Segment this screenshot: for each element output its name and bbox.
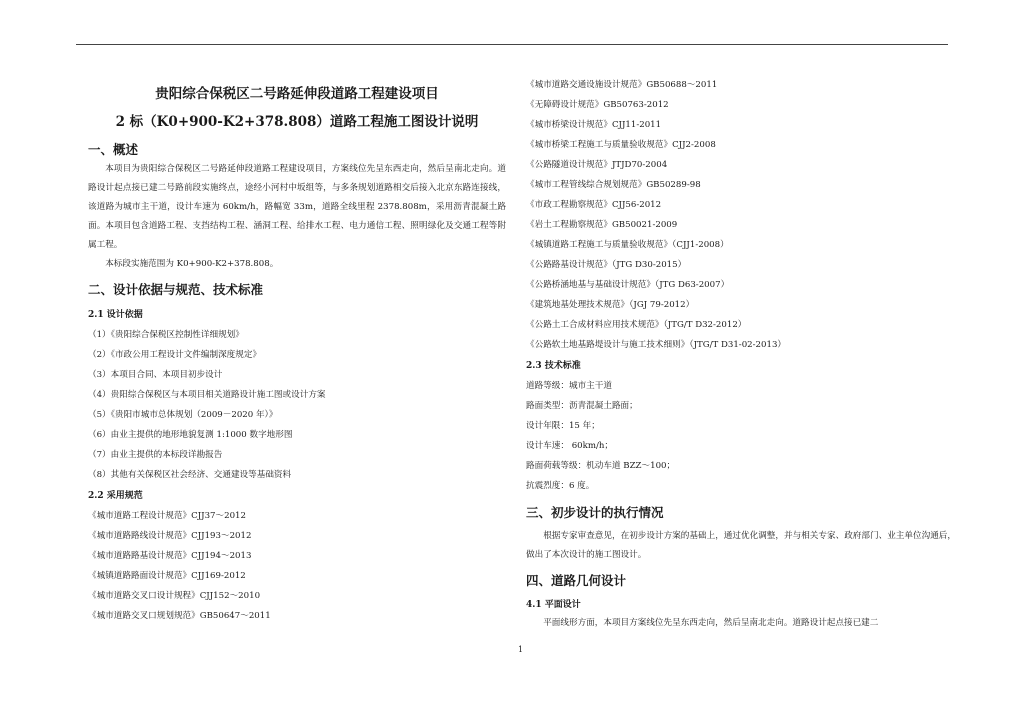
section1-heading: 一、概述 [88, 142, 139, 157]
basis-item: （7）由业主提供的本标段详勘报告 [88, 450, 223, 460]
norm-item: 《公路隧道设计规范》JTJD70-2004 [526, 160, 668, 170]
norm-item: 《公路软土地基路堤设计与施工技术细则》（JTG/T D31-02-2013） [526, 340, 787, 350]
norm-item: 《城镇道路工程施工与质量验收规范》（CJJ1-2008） [526, 240, 729, 250]
norm-item: 《城市道路交叉口设计规程》CJJ152～2010 [88, 591, 261, 601]
right-column [526, 80, 956, 633]
basis-item: （8）其他有关保税区社会经济、交通建设等基础资料 [88, 470, 292, 480]
section4-1-heading: 4.1 平面设计 [526, 600, 581, 610]
section2-2-heading: 2.2 采用规范 [88, 491, 143, 501]
section1-paragraph2: 本标段实施范围为 K0+900-K2+378.808。 [105, 259, 279, 269]
basis-item: （1）《贵阳综合保税区控制性详细规划》 [88, 330, 244, 340]
standard-item: 设计车速： 60km/h； [526, 441, 614, 451]
norm-item: 《城市道路工程设计规范》CJJ37～2012 [88, 511, 246, 521]
norm-item: 《无障碍设计规范》GB50763-2012 [526, 100, 669, 110]
section3-heading: 三、初步设计的执行情况 [526, 505, 664, 520]
norms-list-right [526, 80, 956, 350]
basis-item: （6）由业主提供的地形地貌复测 1:1000 数字地形图 [88, 430, 293, 440]
standard-item: 道路等级：城市主干道 [526, 381, 612, 391]
norm-item: 《城镇道路路面设计规范》CJJ169-2012 [88, 571, 246, 581]
norm-item: 《城市道路交通设施设计规范》GB50688～2011 [526, 80, 718, 90]
left-column [88, 80, 506, 621]
norm-item: 《市政工程勘察规范》CJJ56-2012 [526, 200, 662, 210]
standard-item: 设计年限：15 年； [526, 421, 600, 431]
standard-item: 路面类型：沥青混凝土路面； [526, 401, 638, 411]
doc-title-line2: 2 标（K0+900-K2+378.808）道路工程施工图设计说明 [115, 114, 479, 130]
section4-paragraph: 平面线形方面，本项目方案线位先呈东西走向，然后呈南北走向。道路设计起点接已建二 [543, 618, 879, 628]
norm-item: 《城市桥梁设计规范》CJJ11-2011 [526, 120, 662, 130]
header-rule [76, 44, 948, 45]
norm-item: 《城市桥梁工程施工与质量验收规范》CJJ2-2008 [526, 140, 716, 150]
standard-item: 路面荷载等级：机动车道 BZZ～100； [526, 461, 676, 471]
basis-item: （5）《贵阳市城市总体规划（2009－2020 年）》 [88, 410, 278, 420]
norm-item: 《城市道路路线设计规范》CJJ193～2012 [88, 531, 252, 541]
norm-item: 《公路路基设计规范》（JTG D30-2015） [526, 260, 687, 270]
basis-item: （3）本项目合同、本项目初步设计 [88, 370, 223, 380]
page-number: 1 [518, 645, 524, 654]
section4-heading: 四、道路几何设计 [526, 573, 627, 588]
section2-1-heading: 2.1 设计依据 [88, 310, 143, 320]
norm-item: 《公路桥涵地基与基础设计规范》（JTG D63-2007） [526, 280, 730, 290]
doc-title-line1: 贵阳综合保税区二号路延伸段道路工程建设项目 [155, 86, 439, 102]
standard-item: 抗震烈度：6 度。 [526, 481, 595, 491]
basis-item: （2）《市政公用工程设计文件编制深度规定》 [88, 350, 262, 360]
norm-item: 《城市工程管线综合规划规范》GB50289-98 [526, 180, 701, 190]
section3-paragraph: 根据专家审查意见，在初步设计方案的基础上，通过优化调整，并与相关专家、政府部门、业主单位沟通后，做出了本次设计的施工图设计。 [526, 531, 956, 560]
basis-item: （4）贵阳综合保税区与本项目相关道路设计施工图或设计方案 [88, 390, 326, 400]
section2-heading: 二、设计依据与规范、技术标准 [88, 282, 264, 297]
norm-item: 《城市道路交叉口规划规范》GB50647～2011 [88, 611, 271, 621]
norm-item: 《建筑地基处理技术规范》（JGJ 79-2012） [526, 300, 695, 310]
norm-item: 《城市道路路基设计规范》CJJ194～2013 [88, 551, 252, 561]
norm-item: 《岩土工程勘察规范》GB50021-2009 [526, 220, 678, 230]
norm-item: 《公路土工合成材料应用技术规范》（JTG/T D32-2012） [526, 320, 747, 330]
standards-list [526, 381, 956, 491]
section2-3-heading: 2.3 技术标准 [526, 361, 581, 371]
section1-paragraph1: 本项目为贵阳综合保税区二号路延伸段道路工程建设项目，方案线位先呈东西走向，然后呈南北走向。道路设计起点接已建二号路前段实施终点，途经小河村中坂组等，与多条规划道路相交后接入北京东路连接线，该道路为城市主干道，设计车速为 60km/h，路幅宽 33m，道路全线里程 2378.808m，采用沥青混凝土路面。本项目包含道路工程、支挡结构工程、涵洞工程、给排水工程、电力通信工程、照明绿化及交通工程等附属工程。 [88, 164, 506, 250]
norms-list-left [88, 511, 506, 621]
basis-list [88, 330, 506, 480]
